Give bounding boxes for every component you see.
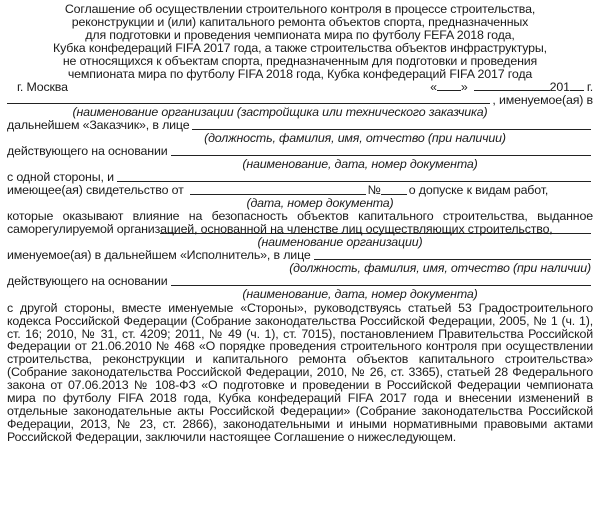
customer-org-field[interactable] <box>7 93 490 104</box>
certificate-number-label: № <box>367 183 381 198</box>
title-line: не относящихся к объектам спорта, предназначенным для подготовки и проведения <box>62 53 538 68</box>
customer-basis-label: действующего на основании <box>7 144 168 159</box>
date-year-field[interactable] <box>570 80 584 91</box>
certificate-suffix: о допуске к видам работ, <box>408 183 549 198</box>
title-line: реконструкции и (или) капитального ремонта объектов спорта, предназначенных <box>71 14 529 29</box>
contractor-org-field[interactable] <box>117 171 591 182</box>
certificate-number-field[interactable] <box>381 184 407 195</box>
date-year-prefix: 201 <box>549 79 570 94</box>
contractor-side-row <box>7 171 593 184</box>
customer-in-face-label: дальнейшем «Заказчик», в лице <box>7 118 190 133</box>
agreement-form <box>7 0 593 444</box>
customer-basis-field[interactable] <box>171 145 591 156</box>
city-date-row <box>17 80 593 93</box>
date-year-suffix: г. <box>586 79 593 94</box>
customer-person-field[interactable] <box>192 119 591 130</box>
contractor-person-field[interactable] <box>314 249 591 260</box>
customer-person-caption: (должность, фамилия, имя, отчество (при наличии) <box>204 131 506 146</box>
certificate-date-field[interactable] <box>190 184 366 195</box>
agreement-title <box>7 3 593 80</box>
contractor-side-label: с одной стороны, и <box>7 170 114 185</box>
contractor-basis-row <box>7 275 593 288</box>
title-line: Соглашение об осуществлении строительного контроля в процессе строительства, <box>64 2 536 16</box>
date-close-quote: » <box>460 79 468 94</box>
date-day-field[interactable] <box>437 80 461 91</box>
city-label: г. Москва <box>17 79 68 94</box>
contractor-works-text: которые оказывают влияние на безопасность объектов капитального строительства, выданное саморегулируемой организацией, основанной на членстве лиц осуществляющих строительство, <box>7 209 593 236</box>
date-open-quote: « <box>430 79 437 94</box>
contractor-person-caption: (должность, фамилия, имя, отчество (при наличии) <box>289 260 591 275</box>
contractor-certificate-label: имеющее(ая) свидетельство от <box>7 183 184 198</box>
date-month-field[interactable] <box>474 80 550 91</box>
sro-org-field[interactable] <box>160 223 591 234</box>
contractor-named-label: именуемое(ая) в дальнейшем «Исполнитель», в лице <box>7 247 311 262</box>
contractor-basis-label: действующего на основании <box>7 273 168 288</box>
customer-named-label: , именуемое(ая) в <box>492 92 593 107</box>
contractor-person-row <box>7 249 593 262</box>
customer-org-caption: (наименование организации (застройщика или технического заказчика) <box>72 105 488 120</box>
title-line: чемпионата мира по футболу FIFA 2018 года, Кубка конфедераций FIFA 2017 года <box>67 66 533 81</box>
title-line: Кубка конфедераций FIFA 2017 года, а также строительства объектов инфраструктуры, <box>53 40 547 55</box>
certificate-caption: (дата, номер документа) <box>246 196 394 211</box>
sro-org-caption: (наименование организации) <box>257 234 423 249</box>
contractor-basis-caption: (наименование, дата, номер документа) <box>242 286 478 301</box>
contractor-basis-field[interactable] <box>171 275 591 286</box>
customer-basis-caption: (наименование, дата, номер документа) <box>242 157 478 172</box>
title-line: для подготовки и проведения чемпионата мира по футболу FEFA 2018 года, <box>85 27 515 42</box>
closing-paragraph: с другой стороны, вместе именуемые «Стороны», руководствуясь статьей 53 Градостроительного кодекса Российской Федерации (Собрание законодательства Российской Федерации, 2005, № 1 (ч. 1), ст. 16; 2010, № 31, ст. 4209; 2011, № 49 (ч. 1), ст. 7015), постановлением Правительства Российской Федерации от 21.06.2010 № 468 «О порядке проведения строительного контроля при осуществлении строительства, реконструкции и капитального ремонта объектов капитального строительства» (Собрание законодательства Российской Федерации, 2010, № 26, ст. 3365), статьей 28 Федерального закона от 07.06.2013 № 108-ФЗ «О подготовке и проведении в Российской Федерации чемпионата мира по футболу FIFA 2018 года, Кубка конфедераций FIFA 2017 года и внесении изменений в отдельные законодательные акты Российской Федерации» (Собрание законодательства Российской Федерации, 2013, № 23, ст. 2866), законодательными и иными нормативными правовыми актами Российской Федерации, заключили настоящее Соглашение о нижеследующем. <box>7 300 593 444</box>
